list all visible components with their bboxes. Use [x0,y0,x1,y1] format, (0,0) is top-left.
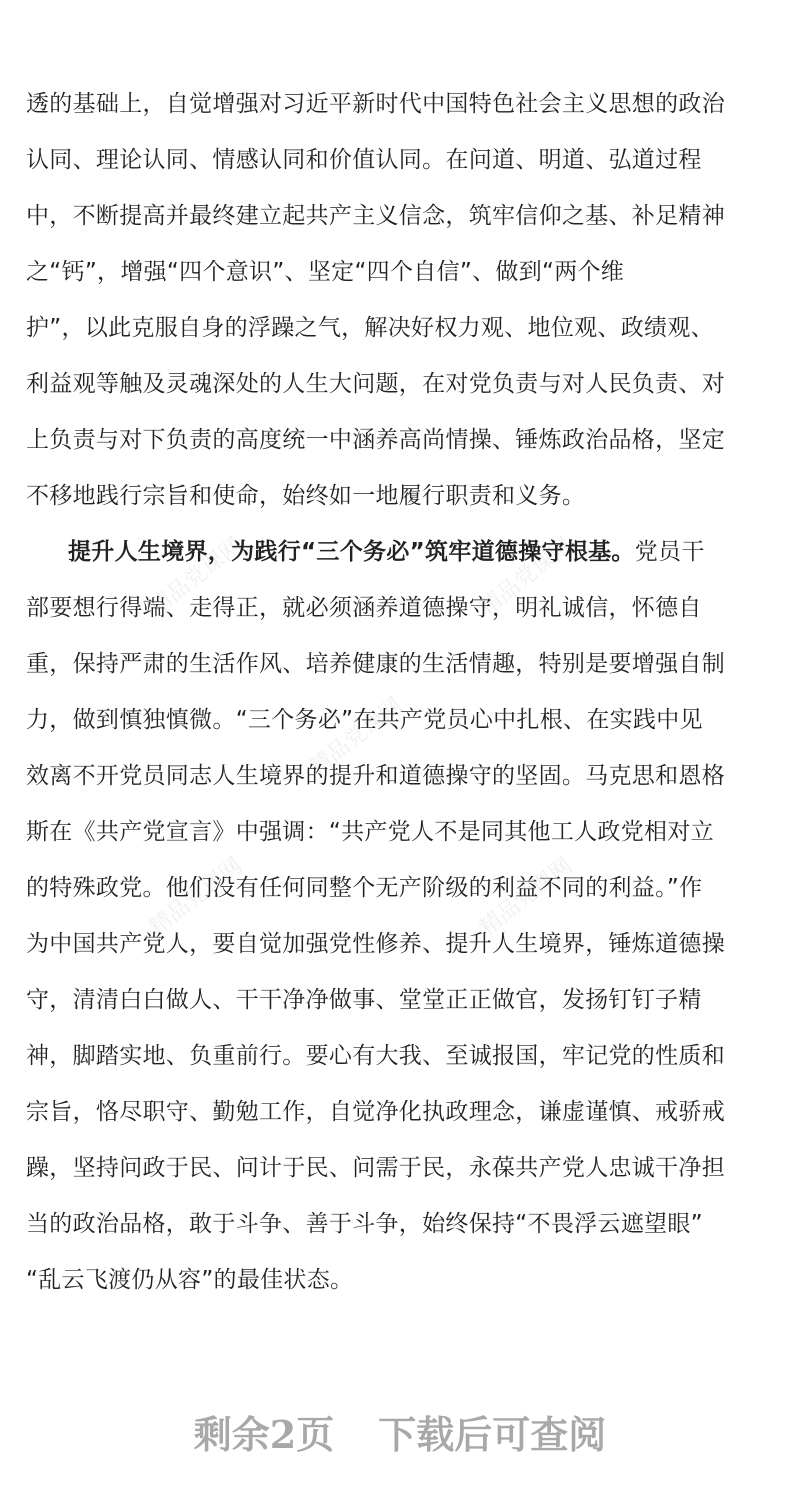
text-line: 之“钙”，增强“四个意识”、坚定“四个自信”、做到“两个维 [26,259,625,285]
text-line: 力，做到慎独慎微。“三个务必”在共产党员心中扎根、在实践中见 [26,707,703,733]
text-line: 部要想行得端、走得正，就必须涵养道德操守，明礼诚信，怀德自 [26,595,702,621]
watermark-3: 精品党课网 [305,693,408,781]
text-line: 宗旨，恪尽职守、勤勉工作，自觉净化执政理念，谦虚谨慎、戒骄戒 [26,1099,725,1125]
text-line: 守，清清白白做人、干干净净做事、堂堂正正做官，发扬钉钉子精 [26,987,702,1013]
text-line: 护”，以此克服自身的浮躁之气，解决好权力观、地位观、政绩观、 [26,315,714,341]
text-line: 效离不开党员同志人生境界的提升和道德操守的坚固。马克思和恩格 [26,763,725,789]
download-to-read-label: 下载后可查阅 [378,1412,607,1457]
text-line: 透的基础上，自觉增强对习近平新时代中国特色社会主义思想的政治 [26,91,725,117]
text-run: 党员干 [634,539,705,565]
text-line: 重，保持严肃的生活作风、培养健康的生活情趣，特别是要增强自制 [26,651,725,677]
paragraph-first-line [68,524,760,580]
remaining-pages-label: 剩余2页 [193,1412,335,1457]
watermark-4: 精品党课网 [145,853,248,941]
text-line: 不移地践行宗旨和使命，始终如一地履行职责和义务。 [26,483,586,509]
text-line: 的特殊政党。他们没有任何同整个无产阶级的利益不同的利益。”作 [26,875,703,901]
text-line: 斯在《共产党宣言》中强调：“共产党人不是同其他工人政党相对立 [26,819,714,845]
watermark-5: 精品党课网 [475,853,578,941]
watermark-2: 精品党课网 [475,533,578,621]
text-line: 中，不断提高并最终建立起共产主义信念，筑牢信仰之基、补足精神 [26,203,725,229]
text-line: 躁，坚持问政于民、问计于民、问需于民，永葆共产党人忠诚干净担 [26,1155,725,1181]
text-line: “乱云飞渡仍从容”的最佳状态。 [26,1267,354,1293]
text-line: 利益观等触及灵魂深处的人生大问题，在对党负责与对人民负责、对 [26,371,725,397]
section-heading: 提升人生境界，为践行“三个务必”筑牢道德操守根基。 [68,539,635,565]
text-line: 神，脚踏实地、负重前行。要心有大我、至诚报国，牢记党的性质和 [26,1043,725,1069]
text-line: 为中国共产党人，要自觉加强党性修养、提升人生境界，锤炼道德操 [26,931,725,957]
text-line: 上负责与对下负责的高度统一中涵养高尚情操、锤炼政治品格，坚定 [26,427,725,453]
text-line: 认同、理论认同、情感认同和价值认同。在问道、明道、弘道过程 [26,147,702,173]
download-prompt[interactable] [0,1404,800,1464]
text-line: 当的政治品格，敢于斗争、善于斗争，始终保持“不畏浮云遮望眼” [26,1211,703,1237]
watermark-1: 精品党课网 [145,533,248,621]
